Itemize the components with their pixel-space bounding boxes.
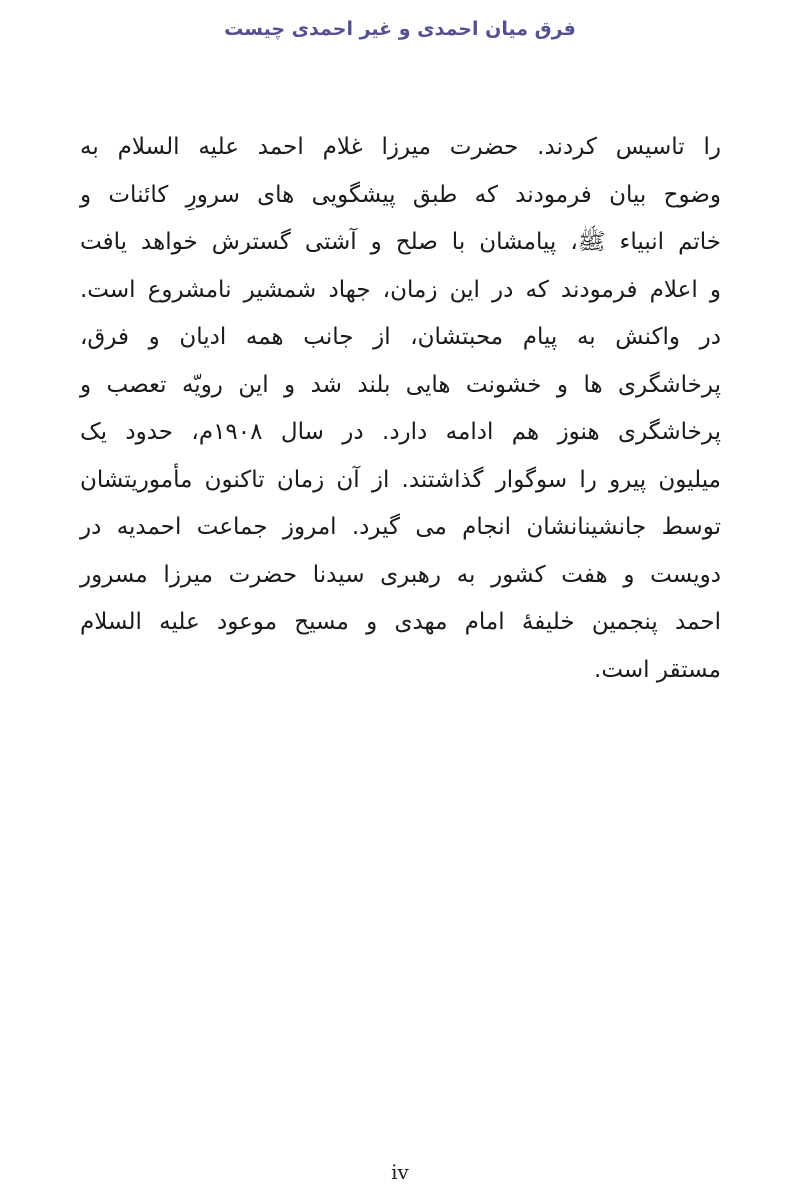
body-line-11: احمد پنجمین خلیفهٔ امام مهدی و مسیح موعود علیه السلام bbox=[80, 609, 721, 635]
page-number: iv bbox=[391, 1160, 409, 1184]
body-line-4: و اعلام فرمودند که در این زمان، جهاد شمشیر نامشروع است. bbox=[80, 276, 721, 303]
running-header-title: فرق میان احمدی و غیر احمدی چیست bbox=[224, 18, 576, 40]
body-line-3: خاتم انبیاء ﷺ، پیامشان با صلح و آشتی گسترش خواهد یافت bbox=[80, 229, 721, 255]
body-line-5: در واکنش به پیام محبتشان، از جانب همه ادیان و فرق، bbox=[80, 324, 721, 350]
body-line-2: وضوح بیان فرمودند که طبق پیشگویی های سرورِ کائنات و bbox=[80, 181, 721, 208]
body-line-8: میلیون پیرو را سوگوار گذاشتند. از آن زمان تاکنون مأموریتشان bbox=[80, 466, 721, 493]
body-line-9: توسط جانشینانشان انجام می گیرد. امروز جماعت احمدیه در bbox=[80, 514, 721, 540]
body-paragraph bbox=[80, 124, 721, 694]
body-line-10: دویست و هفت کشور به رهبری سیدنا حضرت میرزا مسرور bbox=[80, 561, 721, 588]
body-line-12: مستقر است. bbox=[594, 656, 721, 683]
body-line-6: پرخاشگری ها و خشونت هایی بلند شد و این رویّه تعصب و bbox=[80, 371, 721, 398]
body-line-7: پرخاشگری هنوز هم ادامه دارد. در سال ۱۹۰۸م، حدود یک bbox=[80, 419, 721, 445]
body-line-1: را تاسیس کردند. حضرت میرزا غلام احمد علیه السلام به bbox=[80, 134, 721, 160]
